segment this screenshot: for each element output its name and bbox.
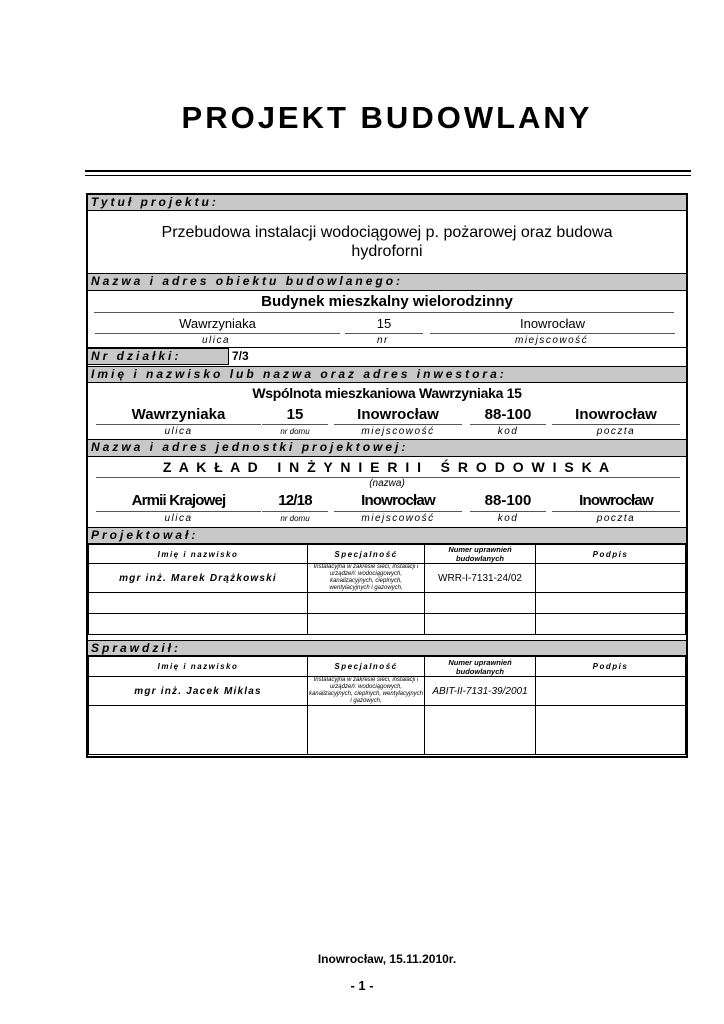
plot-label: Nr działki: [88,348,228,365]
unit-code-line [470,511,546,512]
investor-post-caption: poczta [596,426,636,437]
investor-city-line [334,424,462,425]
designer-permit: WRR-I-7131-24/02 [425,564,536,593]
investor-nr: 15 [286,406,304,423]
designer-signature [536,564,686,593]
unit-post: Inowrocław [579,492,653,509]
unit-nr-line [262,511,328,512]
place-date: Inowrocław, 15.11.2010r. [317,952,457,966]
unit-post-line [552,511,680,512]
unit-post-caption: poczta [596,513,636,524]
investor-city-caption: miejscowość [361,426,435,437]
investor-street-line [96,424,261,425]
checker-signature [536,677,686,706]
unit-code: 88-100 [484,492,532,509]
checker-col-signature: Podpis [536,657,686,677]
unit-nr-caption: nr domu [280,514,310,523]
unit-name: Z A K Ł A D I N Ż Y N I E R I I Ś R O D O W I S K A [162,459,612,475]
project-title-line2: hydroforni [351,243,423,260]
object-street: Wawrzyniaka [179,316,256,331]
object-nr: 15 [376,316,392,331]
investor-label: Imię i nazwisko lub nazwa oraz adres inwestora: [88,366,686,383]
unit-city-line [334,511,462,512]
investor-nr-line [262,424,328,425]
checker-col-permit: Numer uprawnień budowlanych [425,657,536,677]
designer-col-signature: Podpis [536,545,686,564]
investor-name: Wspólnota mieszkaniowa Wawrzyniaka 15 [252,385,522,401]
unit-city: Inowrocław [361,492,435,509]
unit-nr: 12/18 [278,492,312,509]
checker-specialty: Instalacyjna w zakresie sieci, instalacji i urządzeń: wodociągowych, kanalizacyjnych, cieplnych, wentylacyjnych i gazowych, [308,677,424,704]
unit-city-caption: miejscowość [361,513,435,524]
designer-col-specialty: Specjalność [308,545,425,564]
plot-divider [228,348,229,365]
investor-nr-caption: nr domu [280,427,310,436]
checker-col-specialty: Specjalność [308,657,425,677]
document-title: PROJEKT BUDOWLANY [181,100,593,135]
unit-code-caption: kod [497,513,519,524]
checker-name: mgr inż. Jacek Miklas [89,677,308,706]
object-nr-caption: nr [377,335,389,346]
investor-code-line [470,424,546,425]
unit-name-caption: (nazwa) [369,478,405,489]
unit-name-underline [96,477,680,478]
unit-label: Nazwa i adres jednostki projektowej: [88,439,686,457]
unit-street-line [96,511,261,512]
object-street-caption: ulica [202,335,231,346]
designer-col-name: Imię i nazwisko [89,545,308,564]
object-city: Inowrocław [519,316,586,331]
designer-table [88,544,686,635]
checker-label: Sprawdził: [88,640,686,656]
investor-code: 88-100 [484,406,532,423]
object-street-line [95,333,340,334]
investor-street: Wawrzyniaka [131,406,226,423]
object-name: Budynek mieszkalny wielorodzinny [261,293,513,310]
designer-name: mgr inż. Marek Drążkowski [89,564,308,593]
investor-post-line [552,424,680,425]
designer-col-permit: Numer uprawnień budowlanych [425,545,536,564]
object-name-underline [94,312,674,313]
object-label: Nazwa i adres obiektu budowlanego: [88,273,686,291]
checker-col-name: Imię i nazwisko [89,657,308,677]
investor-street-caption: ulica [164,426,193,437]
object-city-caption: miejscowość [515,335,589,346]
title-rule-thick [85,170,691,172]
investor-code-caption: kod [497,426,519,437]
unit-street-caption: ulica [164,513,193,524]
project-title-label: Tytuł projektu: [88,194,686,211]
object-nr-line [345,333,423,334]
investor-city: Inowrocław [357,406,439,423]
object-city-line [430,333,675,334]
plot-value: 7/3 [232,349,249,363]
designer-specialty: Instalacyjna w zakresie sieci, instalacji i urządzeń: wodociągowych, kanalizacyjnych, cieplnych, wentylacyjnych i gazowych, [308,564,425,593]
title-rule-thin [85,175,691,176]
unit-street: Armii Krajowej [131,492,226,509]
investor-post: Inowrocław [575,406,657,423]
checker-permit: ABIT-II-7131-39/2001 [425,677,536,706]
checker-table [88,656,686,755]
designer-label: Projektował: [88,527,686,544]
project-title-line1: Przebudowa instalacji wodociągowej p. pożarowej oraz budowa [161,224,613,241]
page-number: - 1 - [350,978,374,993]
